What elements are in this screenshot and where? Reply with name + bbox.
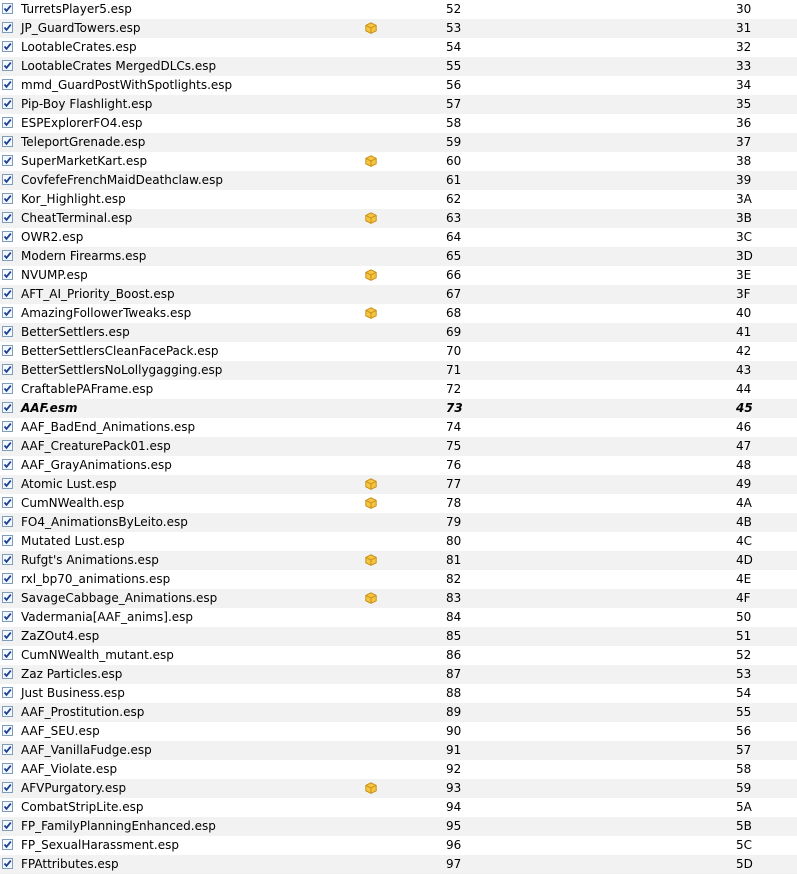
- plugin-row[interactable]: [0, 57, 797, 76]
- checkmark-icon: [3, 118, 12, 127]
- plugin-load-order: 89: [446, 705, 462, 719]
- plugin-enabled-checkbox[interactable]: [2, 611, 13, 622]
- plugin-load-order: 55: [446, 59, 462, 73]
- plugin-mod-index-hex: 3B: [736, 211, 752, 225]
- plugin-enabled-checkbox[interactable]: [2, 155, 13, 166]
- plugin-row[interactable]: [0, 532, 797, 551]
- plugin-load-order: 88: [446, 686, 462, 700]
- checkmark-icon: [3, 251, 12, 260]
- plugin-mod-index-hex: 36: [736, 116, 752, 130]
- checkmark-icon: [3, 99, 12, 108]
- plugin-row[interactable]: [0, 741, 797, 760]
- plugin-row[interactable]: [0, 494, 797, 513]
- checkmark-icon: [3, 327, 12, 336]
- plugin-row[interactable]: [0, 380, 797, 399]
- plugin-mod-index-hex: 46: [736, 420, 752, 434]
- plugin-enabled-checkbox[interactable]: [2, 3, 13, 14]
- checkmark-icon: [3, 441, 12, 450]
- plugin-enabled-checkbox[interactable]: [2, 212, 13, 223]
- plugin-row[interactable]: [0, 608, 797, 627]
- plugin-mod-index-hex: 4C: [736, 534, 753, 548]
- plugin-row[interactable]: [0, 855, 797, 874]
- plugin-load-order: 57: [446, 97, 462, 111]
- checkmark-icon: [3, 517, 12, 526]
- checkmark-icon: [3, 175, 12, 184]
- plugin-name: AFT_AI_Priority_Boost.esp: [21, 287, 175, 301]
- plugin-row[interactable]: [0, 19, 797, 38]
- plugin-load-order: 80: [446, 534, 462, 548]
- checkmark-icon: [3, 403, 12, 412]
- archive-package-icon: [365, 592, 377, 604]
- plugin-row[interactable]: [0, 646, 797, 665]
- plugin-row[interactable]: [0, 760, 797, 779]
- plugin-row[interactable]: [0, 589, 797, 608]
- archive-package-icon: [365, 307, 377, 319]
- plugin-load-order: 87: [446, 667, 462, 681]
- plugin-row[interactable]: [0, 456, 797, 475]
- checkmark-icon: [3, 688, 12, 697]
- checkmark-icon: [3, 137, 12, 146]
- plugin-load-order: 94: [446, 800, 462, 814]
- plugin-row[interactable]: [0, 665, 797, 684]
- plugin-name: CraftablePAFrame.esp: [21, 382, 154, 396]
- plugin-name: AAF_SEU.esp: [21, 724, 100, 738]
- plugin-name: TeleportGrenade.esp: [21, 135, 146, 149]
- plugin-name: CheatTerminal.esp: [21, 211, 133, 225]
- checkmark-icon: [3, 707, 12, 716]
- plugin-enabled-checkbox[interactable]: [2, 326, 13, 337]
- checkmark-icon: [3, 80, 12, 89]
- plugin-enabled-checkbox[interactable]: [2, 516, 13, 527]
- plugin-name: ESPExplorerFO4.esp: [21, 116, 143, 130]
- plugin-name: FO4_AnimationsByLeito.esp: [21, 515, 188, 529]
- plugin-row[interactable]: [0, 285, 797, 304]
- plugin-name: CombatStripLite.esp: [21, 800, 144, 814]
- plugin-enabled-checkbox[interactable]: [2, 478, 13, 489]
- plugin-load-order: 60: [446, 154, 462, 168]
- plugin-load-order: 56: [446, 78, 462, 92]
- plugin-row[interactable]: [0, 38, 797, 57]
- plugin-mod-index-hex: 5B: [736, 819, 752, 833]
- plugin-mod-index-hex: 45: [736, 401, 753, 415]
- checkmark-icon: [3, 821, 12, 830]
- plugin-name: rxl_bp70_animations.esp: [21, 572, 171, 586]
- plugin-name: OWR2.esp: [21, 230, 84, 244]
- checkmark-icon: [3, 840, 12, 849]
- plugin-name: Rufgt's Animations.esp: [21, 553, 159, 567]
- plugin-enabled-checkbox[interactable]: [2, 763, 13, 774]
- archive-package-icon: [365, 269, 377, 281]
- plugin-mod-index-hex: 35: [736, 97, 752, 111]
- checkmark-icon: [3, 536, 12, 545]
- plugin-row[interactable]: [0, 779, 797, 798]
- checkmark-icon: [3, 669, 12, 678]
- plugin-load-order: 70: [446, 344, 462, 358]
- plugin-load-order: 96: [446, 838, 462, 852]
- plugin-row[interactable]: [0, 95, 797, 114]
- plugin-row[interactable]: [0, 513, 797, 532]
- checkmark-icon: [3, 631, 12, 640]
- plugin-mod-index-hex: 32: [736, 40, 752, 54]
- plugin-enabled-checkbox[interactable]: [2, 98, 13, 109]
- plugin-name: AAF_Prostitution.esp: [21, 705, 145, 719]
- plugin-mod-index-hex: 40: [736, 306, 752, 320]
- plugin-name: TurretsPlayer5.esp: [21, 2, 132, 16]
- checkmark-icon: [3, 764, 12, 773]
- plugin-row[interactable]: [0, 475, 797, 494]
- checkmark-icon: [3, 802, 12, 811]
- plugin-enabled-checkbox[interactable]: [2, 668, 13, 679]
- plugin-mod-index-hex: 43: [736, 363, 752, 377]
- plugin-name: Atomic Lust.esp: [21, 477, 117, 491]
- plugin-name: AAF_GrayAnimations.esp: [21, 458, 172, 472]
- plugin-name: NVUMP.esp: [21, 268, 88, 282]
- checkmark-icon: [3, 4, 12, 13]
- plugin-mod-index-hex: 59: [736, 781, 752, 795]
- plugin-mod-index-hex: 5D: [736, 857, 753, 871]
- checkmark-icon: [3, 384, 12, 393]
- archive-package-icon: [365, 155, 377, 167]
- plugin-enabled-checkbox[interactable]: [2, 288, 13, 299]
- archive-package-icon: [365, 478, 377, 490]
- plugin-name: FPAttributes.esp: [21, 857, 119, 871]
- plugin-name: Pip-Boy Flashlight.esp: [21, 97, 153, 111]
- plugin-mod-index-hex: 50: [736, 610, 752, 624]
- plugin-enabled-checkbox[interactable]: [2, 345, 13, 356]
- plugin-mod-index-hex: 44: [736, 382, 752, 396]
- plugin-row[interactable]: [0, 171, 797, 190]
- plugin-load-order: 66: [446, 268, 462, 282]
- plugin-row[interactable]: [0, 247, 797, 266]
- plugin-load-order: 77: [446, 477, 462, 491]
- plugin-load-order: 72: [446, 382, 462, 396]
- plugin-enabled-checkbox[interactable]: [2, 801, 13, 812]
- plugin-enabled-checkbox[interactable]: [2, 820, 13, 831]
- plugin-load-order: 71: [446, 363, 462, 377]
- plugin-name: CumNWealth.esp: [21, 496, 125, 510]
- plugin-name: Mutated Lust.esp: [21, 534, 125, 548]
- plugin-load-order: 54: [446, 40, 462, 54]
- plugin-load-order: 61: [446, 173, 462, 187]
- checkmark-icon: [3, 726, 12, 735]
- checkmark-icon: [3, 593, 12, 602]
- plugin-name: AAF_BadEnd_Animations.esp: [21, 420, 196, 434]
- plugin-load-order: 64: [446, 230, 462, 244]
- plugin-name: BetterSettlersCleanFacePack.esp: [21, 344, 219, 358]
- checkmark-icon: [3, 42, 12, 51]
- checkmark-icon: [3, 61, 12, 70]
- checkmark-icon: [3, 23, 12, 32]
- plugin-load-order: 68: [446, 306, 462, 320]
- plugin-load-order: 91: [446, 743, 462, 757]
- plugin-enabled-checkbox[interactable]: [2, 782, 13, 793]
- plugin-enabled-checkbox[interactable]: [2, 459, 13, 470]
- plugin-name: BetterSettlersNoLollygagging.esp: [21, 363, 223, 377]
- plugin-name: AFVPurgatory.esp: [21, 781, 127, 795]
- plugin-mod-index-hex: 42: [736, 344, 752, 358]
- plugin-row[interactable]: [0, 570, 797, 589]
- plugin-row[interactable]: [0, 152, 797, 171]
- plugin-enabled-checkbox[interactable]: [2, 307, 13, 318]
- checkmark-icon: [3, 783, 12, 792]
- checkmark-icon: [3, 650, 12, 659]
- plugin-enabled-checkbox[interactable]: [2, 554, 13, 565]
- plugin-enabled-checkbox[interactable]: [2, 269, 13, 280]
- plugin-name: Vadermania[AAF_anims].esp: [21, 610, 194, 624]
- archive-package-icon: [365, 782, 377, 794]
- checkmark-icon: [3, 346, 12, 355]
- plugin-mod-index-hex: 54: [736, 686, 752, 700]
- plugin-name: FP_SexualHarassment.esp: [21, 838, 179, 852]
- plugin-mod-index-hex: 4D: [736, 553, 753, 567]
- plugin-mod-index-hex: 5C: [736, 838, 753, 852]
- plugin-row[interactable]: [0, 266, 797, 285]
- plugin-enabled-checkbox[interactable]: [2, 60, 13, 71]
- plugin-load-order: 83: [446, 591, 462, 605]
- plugin-enabled-checkbox[interactable]: [2, 250, 13, 261]
- plugin-mod-index-hex: 5A: [736, 800, 752, 814]
- plugin-load-order: 75: [446, 439, 462, 453]
- plugin-load-order: 78: [446, 496, 462, 510]
- plugin-mod-index-hex: 38: [736, 154, 752, 168]
- plugin-load-order: 59: [446, 135, 462, 149]
- plugin-load-order: 82: [446, 572, 462, 586]
- plugin-row[interactable]: [0, 323, 797, 342]
- plugin-mod-index-hex: 53: [736, 667, 752, 681]
- archive-package-icon: [365, 22, 377, 34]
- archive-package-icon: [365, 212, 377, 224]
- plugin-load-order: 53: [446, 21, 462, 35]
- plugin-row[interactable]: [0, 437, 797, 456]
- plugin-row[interactable]: [0, 836, 797, 855]
- checkmark-icon: [3, 859, 12, 868]
- checkmark-icon: [3, 479, 12, 488]
- plugin-enabled-checkbox[interactable]: [2, 402, 13, 413]
- plugin-row[interactable]: [0, 0, 797, 19]
- plugin-mod-index-hex: 52: [736, 648, 752, 662]
- plugin-mod-index-hex: 51: [736, 629, 752, 643]
- plugin-enabled-checkbox[interactable]: [2, 22, 13, 33]
- plugin-load-order: 81: [446, 553, 462, 567]
- checkmark-icon: [3, 270, 12, 279]
- plugin-mod-index-hex: 3F: [736, 287, 751, 301]
- plugin-row[interactable]: [0, 361, 797, 380]
- plugin-row[interactable]: [0, 114, 797, 133]
- checkmark-icon: [3, 232, 12, 241]
- checkmark-icon: [3, 422, 12, 431]
- plugin-mod-index-hex: 30: [736, 2, 752, 16]
- plugin-name: Kor_Highlight.esp: [21, 192, 126, 206]
- plugin-enabled-checkbox[interactable]: [2, 440, 13, 451]
- plugin-load-order: 95: [446, 819, 462, 833]
- plugin-load-order: 92: [446, 762, 462, 776]
- plugin-name: JP_GuardTowers.esp: [21, 21, 141, 35]
- checkmark-icon: [3, 156, 12, 165]
- plugin-name: AAF_CreaturePack01.esp: [21, 439, 171, 453]
- checkmark-icon: [3, 745, 12, 754]
- checkmark-icon: [3, 308, 12, 317]
- plugin-row[interactable]: [0, 304, 797, 323]
- plugin-load-order: 73: [446, 401, 463, 415]
- plugin-mod-index-hex: 39: [736, 173, 752, 187]
- plugin-enabled-checkbox[interactable]: [2, 649, 13, 660]
- plugin-enabled-checkbox[interactable]: [2, 725, 13, 736]
- plugin-enabled-checkbox[interactable]: [2, 744, 13, 755]
- plugin-row[interactable]: [0, 418, 797, 437]
- plugin-name: LootableCrates.esp: [21, 40, 137, 54]
- plugin-mod-index-hex: 57: [736, 743, 752, 757]
- plugin-mod-index-hex: 31: [736, 21, 752, 35]
- plugin-enabled-checkbox[interactable]: [2, 687, 13, 698]
- plugin-enabled-checkbox[interactable]: [2, 592, 13, 603]
- plugin-row[interactable]: [0, 76, 797, 95]
- plugin-mod-index-hex: 4A: [736, 496, 752, 510]
- plugin-load-order: 86: [446, 648, 462, 662]
- plugin-enabled-checkbox[interactable]: [2, 573, 13, 584]
- plugin-row[interactable]: [0, 817, 797, 836]
- checkmark-icon: [3, 365, 12, 374]
- plugin-row[interactable]: [0, 703, 797, 722]
- plugin-name: LootableCrates MergedDLCs.esp: [21, 59, 217, 73]
- plugin-mod-index-hex: 4E: [736, 572, 752, 586]
- plugin-load-order: 85: [446, 629, 462, 643]
- plugin-mod-index-hex: 55: [736, 705, 752, 719]
- plugin-mod-index-hex: 4B: [736, 515, 752, 529]
- plugin-name: AmazingFollowerTweaks.esp: [21, 306, 192, 320]
- plugin-mod-index-hex: 3C: [736, 230, 753, 244]
- plugin-name: CovfefeFrenchMaidDeathclaw.esp: [21, 173, 223, 187]
- checkmark-icon: [3, 574, 12, 583]
- plugin-enabled-checkbox[interactable]: [2, 174, 13, 185]
- plugin-row[interactable]: [0, 684, 797, 703]
- checkmark-icon: [3, 498, 12, 507]
- plugin-row[interactable]: [0, 551, 797, 570]
- checkmark-icon: [3, 213, 12, 222]
- plugin-row[interactable]: [0, 399, 797, 418]
- plugin-name: AAF_Violate.esp: [21, 762, 118, 776]
- plugin-name: SavageCabbage_Animations.esp: [21, 591, 218, 605]
- plugin-enabled-checkbox[interactable]: [2, 630, 13, 641]
- plugin-mod-index-hex: 37: [736, 135, 752, 149]
- plugin-load-order: 76: [446, 458, 462, 472]
- plugin-load-order: 79: [446, 515, 462, 529]
- checkmark-icon: [3, 612, 12, 621]
- plugin-row[interactable]: [0, 133, 797, 152]
- plugin-enabled-checkbox[interactable]: [2, 383, 13, 394]
- plugin-mod-index-hex: 3D: [736, 249, 753, 263]
- plugin-mod-index-hex: 58: [736, 762, 752, 776]
- plugin-load-order: 84: [446, 610, 462, 624]
- plugin-row[interactable]: [0, 722, 797, 741]
- plugin-mod-index-hex: 3A: [736, 192, 752, 206]
- plugin-name: FP_FamilyPlanningEnhanced.esp: [21, 819, 216, 833]
- plugin-enabled-checkbox[interactable]: [2, 839, 13, 850]
- archive-package-icon: [365, 554, 377, 566]
- plugin-load-order: 58: [446, 116, 462, 130]
- plugin-load-order: 69: [446, 325, 462, 339]
- plugin-load-order: 90: [446, 724, 462, 738]
- plugin-row[interactable]: [0, 627, 797, 646]
- plugin-load-order: 63: [446, 211, 462, 225]
- plugin-enabled-checkbox[interactable]: [2, 364, 13, 375]
- archive-package-icon: [365, 497, 377, 509]
- plugin-name: SuperMarketKart.esp: [21, 154, 148, 168]
- plugin-enabled-checkbox[interactable]: [2, 41, 13, 52]
- plugin-row[interactable]: [0, 798, 797, 817]
- plugin-name: AAF_VanillaFudge.esp: [21, 743, 152, 757]
- plugin-enabled-checkbox[interactable]: [2, 79, 13, 90]
- plugin-row[interactable]: [0, 190, 797, 209]
- plugin-enabled-checkbox[interactable]: [2, 858, 13, 869]
- plugin-enabled-checkbox[interactable]: [2, 193, 13, 204]
- plugin-mod-index-hex: 3E: [736, 268, 752, 282]
- plugin-mod-index-hex: 48: [736, 458, 752, 472]
- checkmark-icon: [3, 460, 12, 469]
- plugin-row[interactable]: [0, 209, 797, 228]
- plugin-name: mmd_GuardPostWithSpotlights.esp: [21, 78, 233, 92]
- plugin-enabled-checkbox[interactable]: [2, 421, 13, 432]
- plugin-enabled-checkbox[interactable]: [2, 535, 13, 546]
- plugin-name: CumNWealth_mutant.esp: [21, 648, 174, 662]
- plugin-name: BetterSettlers.esp: [21, 325, 130, 339]
- plugin-enabled-checkbox[interactable]: [2, 117, 13, 128]
- plugin-load-order: 67: [446, 287, 462, 301]
- plugin-name: Zaz Particles.esp: [21, 667, 123, 681]
- plugin-enabled-checkbox[interactable]: [2, 497, 13, 508]
- checkmark-icon: [3, 289, 12, 298]
- plugin-name: AAF.esm: [21, 401, 78, 415]
- plugin-load-order: 62: [446, 192, 462, 206]
- plugin-mod-index-hex: 4F: [736, 591, 751, 605]
- plugin-load-order: 93: [446, 781, 462, 795]
- plugin-mod-index-hex: 34: [736, 78, 752, 92]
- plugin-enabled-checkbox[interactable]: [2, 706, 13, 717]
- plugin-load-order: 65: [446, 249, 462, 263]
- plugin-name: ZaZOut4.esp: [21, 629, 100, 643]
- plugin-load-order: 52: [446, 2, 462, 16]
- plugin-enabled-checkbox[interactable]: [2, 231, 13, 242]
- plugin-name: Modern Firearms.esp: [21, 249, 147, 263]
- plugin-mod-index-hex: 47: [736, 439, 752, 453]
- plugin-row[interactable]: [0, 342, 797, 361]
- plugin-name: Just Business.esp: [21, 686, 125, 700]
- checkmark-icon: [3, 555, 12, 564]
- plugin-load-order: 74: [446, 420, 462, 434]
- plugin-mod-index-hex: 33: [736, 59, 752, 73]
- plugin-enabled-checkbox[interactable]: [2, 136, 13, 147]
- plugin-row[interactable]: [0, 228, 797, 247]
- plugin-mod-index-hex: 49: [736, 477, 752, 491]
- plugin-mod-index-hex: 56: [736, 724, 752, 738]
- plugin-mod-index-hex: 41: [736, 325, 752, 339]
- checkmark-icon: [3, 194, 12, 203]
- plugin-load-order: 97: [446, 857, 462, 871]
